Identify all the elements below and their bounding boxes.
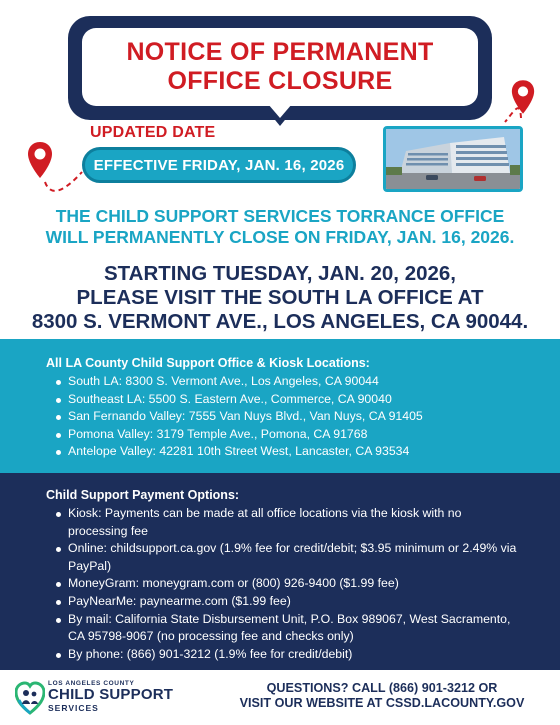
closure-line-2: WILL PERMANENTLY CLOSE ON FRIDAY, JAN. 16, 2026. [45,227,515,247]
locations-list [46,373,560,461]
list-item: PayNearMe: paynearme.com ($1.99 fee) [68,593,520,611]
heart-family-icon [15,680,45,716]
contact-info [214,681,550,711]
list-item: Antelope Valley: 42281 10th Street West, Lancaster, CA 93534 [68,443,560,461]
map-pin-icon [510,78,536,116]
list-item: By mail: California State Disbursement Unit, P.O. Box 989067, West Sacramento, CA 95798-9067 (no processing fee and checks only) [68,611,520,646]
visit-line-3: 8300 S. VERMONT AVE., LOS ANGELES, CA 90044. [31,310,529,333]
list-item: MoneyGram: moneygram.com or (800) 926-9400 ($1.99 fee) [68,575,520,593]
list-item: By phone: (866) 901-3212 (1.9% fee for credit/debit) [68,646,520,664]
map-pin-icon [26,140,54,180]
list-item: South LA: 8300 S. Vermont Ave., Los Angeles, CA 90044 [68,373,560,391]
title-tail-inner [268,104,292,118]
locations-heading: All LA County Child Support Office & Kiosk Locations: [46,356,370,370]
notice-header [0,0,560,338]
payment-options-section [0,473,560,670]
new-office-announcement [0,262,560,334]
visit-line-1: STARTING TUESDAY, JAN. 20, 2026, [103,262,457,285]
list-item: Pomona Valley: 3179 Temple Ave., Pomona, CA 91768 [68,426,560,444]
closure-line-1: THE CHILD SUPPORT SERVICES TORRANCE OFFICE [55,206,505,226]
effective-date-badge: EFFECTIVE FRIDAY, JAN. 16, 2026 [82,147,356,183]
title-line-2: OFFICE CLOSURE [167,67,393,95]
list-item: Kiosk: Payments can be made at all office locations via the kiosk with no processing fee [68,505,520,540]
page-title [82,28,478,106]
payments-heading: Child Support Payment Options: [46,488,240,502]
contact-line-1: QUESTIONS? CALL (866) 901-3212 OR [266,681,498,695]
closure-announcement [0,206,560,248]
list-item: San Fernando Valley: 7555 Van Nuys Blvd., Van Nuys, CA 91405 [68,408,560,426]
list-item: Southeast LA: 5500 S. Eastern Ave., Commerce, CA 90040 [68,391,560,409]
logo-services-text: SERVICES [48,703,99,713]
list-item: Online: childsupport.ca.gov (1.9% fee for credit/debit; $3.95 minimum or 2.49% via PayPal) [68,540,520,575]
visit-line-2: PLEASE VISIT THE SOUTH LA OFFICE AT [76,286,484,309]
contact-line-2: VISIT OUR WEBSITE AT CSSD.LACOUNTY.GOV [239,696,525,710]
logo-county-text: LOS ANGELES COUNTY [48,680,135,687]
updated-date-label: UPDATED DATE [90,124,216,141]
locations-section [0,339,560,473]
footer [0,670,560,725]
logo-main-text: CHILD SUPPORT [48,686,174,703]
title-line-1: NOTICE OF PERMANENT [126,38,434,66]
payments-list [46,505,520,663]
office-building-photo [383,126,523,192]
